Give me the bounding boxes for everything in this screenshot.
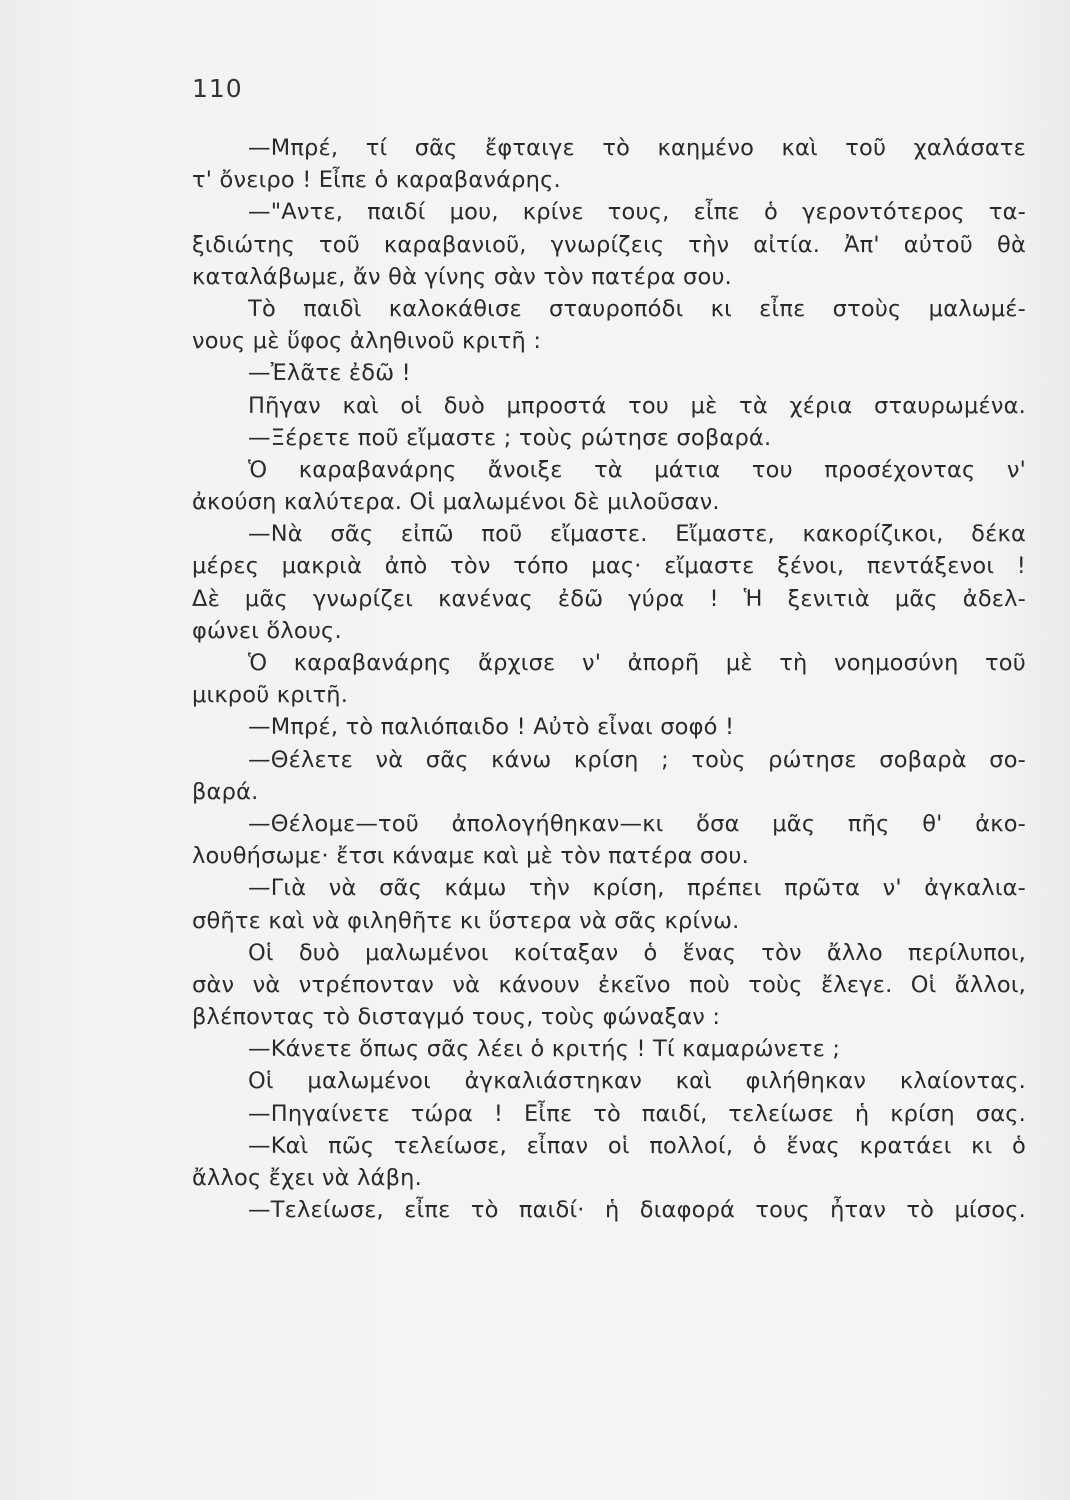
text-line: καταλάβωμε, ἄν θὰ γίνης σὰν τὸν πατέρα σου. (192, 263, 733, 290)
text-line: λουθήσωμε· ἔτσι κάναμε καὶ μὲ τὸν πατέρα σου. (192, 843, 749, 870)
text-line: Οἱ δυὸ μαλωμένοι κοίταξαν ὁ ἕνας τὸν ἄλλο περίλυποι, (248, 939, 1026, 966)
text-line: μέρες μακριὰ ἀπὸ τὸν τόπο μας· εἴμαστε ξένοι, πεντάξενοι ! (192, 553, 1026, 580)
text-line: σὰν νὰ ντρέπονταν νὰ κάνουν ἐκεῖνο ποὺ τοὺς ἔλεγε. Οἱ ἄλλοι, (192, 971, 1026, 998)
text-line: τ' ὄνειρο ! Εἶπε ὁ καραβανάρης. (192, 167, 561, 194)
text-line: Οἱ μαλωμένοι ἀγκαλιάστηκαν καὶ φιλήθηκαν κλαίοντας. (248, 1068, 1026, 1095)
text-line: —Μπρέ, τὸ παλιόπαιδο ! Αὐτὸ εἶναι σοφό ! (248, 714, 735, 741)
text-line: —Κάνετε ὅπως σᾶς λέει ὁ κριτής ! Τί καμαρώνετε ; (248, 1036, 841, 1063)
page-number: 110 (192, 74, 243, 103)
text-line: —Θέλετε νὰ σᾶς κάνω κρίση ; τοὺς ρώτησε σοβαρὰ σο- (248, 746, 1026, 773)
text-line: ἄλλος ἔχει νὰ λάβη. (192, 1165, 422, 1191)
text-line: —Τελείωσε, εἶπε τὸ παιδί· ἡ διαφορά τους ἦταν τὸ μίσος. (248, 1197, 1026, 1224)
text-line: βαρά. (192, 778, 259, 805)
text-line: Τὸ παιδὶ καλοκάθισε σταυροπόδι κι εἶπε στοὺς μαλωμέ- (248, 295, 1026, 322)
text-line: —Νὰ σᾶς εἰπῶ ποῦ εἴμαστε. Εἴμαστε, κακορίζικοι, δέκα (248, 521, 1026, 548)
text-line: —Ξέρετε ποῦ εἴμαστε ; τοὺς ρώτησε σοβαρά. (248, 424, 772, 451)
text-line: ξιδιώτης τοῦ καραβανιοῦ, γνωρίζεις τὴν αἰτία. Ἀπ' αὐτοῦ θὰ (192, 231, 1026, 258)
text-line: —Καὶ πῶς τελείωσε, εἶπαν οἱ πολλοί, ὁ ἕνας κρατάει κι ὁ (248, 1132, 1026, 1159)
text-line: —Θέλομε—τοῦ ἀπολογήθηκαν—κι ὅσα μᾶς πῆς θ' ἀκο- (248, 810, 1026, 837)
text-line: —Ἐλᾶτε ἐδῶ ! (248, 360, 411, 387)
text-line: —"Αντε, παιδί μου, κρίνε τους, εἶπε ὁ γεροντότερος τα- (248, 199, 1026, 226)
text-line: νους μὲ ὕφος ἀληθινοῦ κριτῆ : (192, 328, 542, 355)
text-line: φώνει ὅλους. (192, 617, 342, 644)
text-line: —Μπρέ, τί σᾶς ἔφταιγε τὸ καημένο καὶ τοῦ χαλάσατε (248, 135, 1026, 161)
text-line: μικροῦ κριτῆ. (192, 682, 349, 709)
text-line: σθῆτε καὶ νὰ φιληθῆτε κι ὕστερα νὰ σᾶς κρίνω. (192, 907, 740, 934)
body-text (192, 132, 1026, 1226)
text-line: Δὲ μᾶς γνωρίζει κανένας ἐδῶ γύρα ! Ἡ ξενιτιὰ μᾶς ἀδελ- (192, 585, 1026, 612)
text-line: Πῆγαν καὶ οἱ δυὸ μπροστά του μὲ τὰ χέρια σταυρωμένα. (248, 392, 1026, 419)
text-line: Ὁ καραβανάρης ἄρχισε ν' ἀπορῆ μὲ τὴ νοημοσύνη τοῦ (248, 650, 1026, 676)
text-line: Ὁ καραβανάρης ἄνοιξε τὰ μάτια του προσέχοντας ν' (248, 456, 1026, 483)
text-line: —Γιὰ νὰ σᾶς κάμω τὴν κρίση, πρέπει πρῶτα ν' ἀγκαλια- (248, 875, 1026, 902)
text-line: ἀκούση καλύτερα. Οἱ μαλωμένοι δὲ μιλοῦσαν. (192, 489, 720, 516)
text-line: βλέποντας τὸ δισταγμό τους, τοὺς φώναξαν : (192, 1004, 721, 1031)
text-line: —Πηγαίνετε τώρα ! Εἶπε τὸ παιδί, τελείωσε ἡ κρίση σας. (248, 1100, 1026, 1127)
